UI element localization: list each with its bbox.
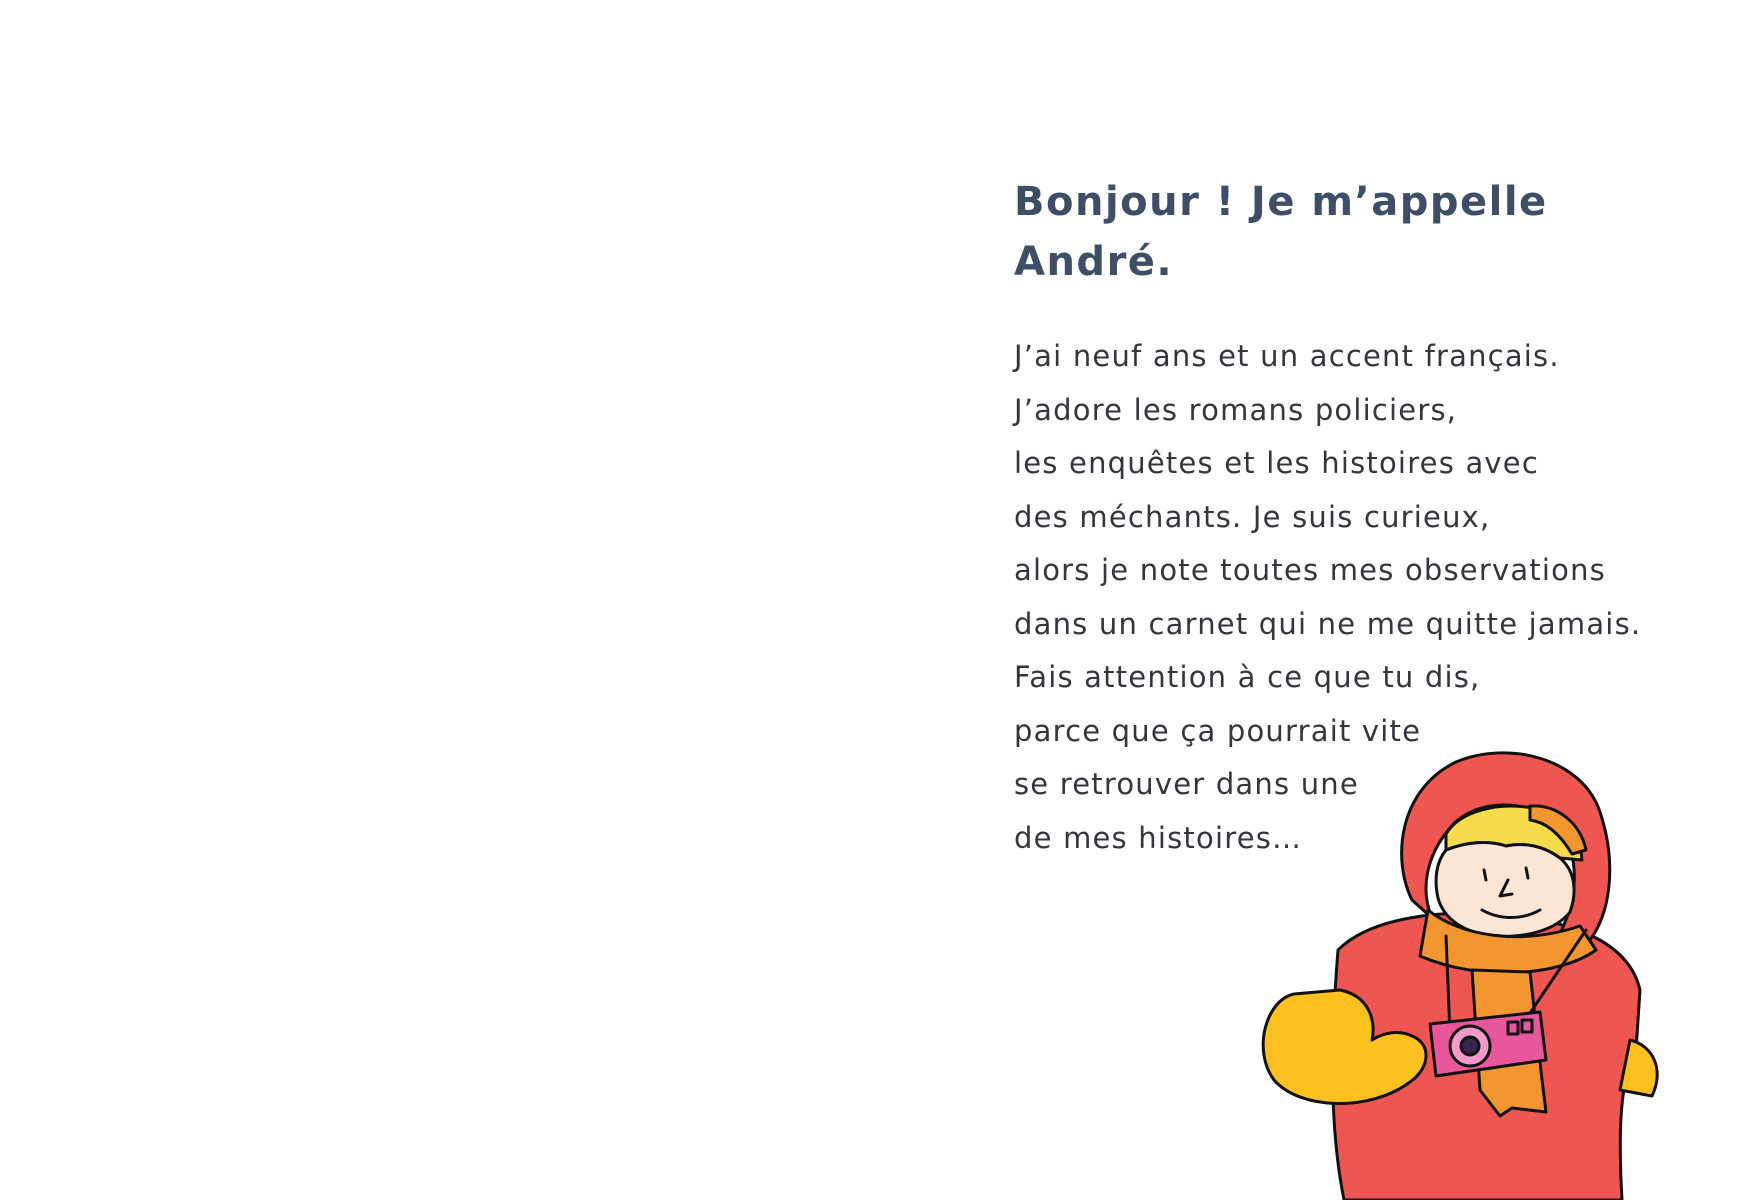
paragraph-line: de mes histoires… <box>1014 820 1303 855</box>
paragraph-line: des méchants. Je suis curieux, <box>1014 499 1491 534</box>
paragraph-line: se retrouver dans une <box>1014 767 1359 801</box>
face <box>1436 843 1574 937</box>
eye-left <box>1484 870 1486 880</box>
eye-right <box>1526 868 1528 878</box>
paragraph-line: J’ai neuf ans et un accent français. <box>1014 339 1560 373</box>
andre-illustration <box>1260 750 1700 1200</box>
paragraph-line: les enquêtes et les histoires avec <box>1014 446 1539 480</box>
paragraph-line: dans un carnet qui ne me quitte jamais. <box>1014 606 1642 641</box>
paragraph-line: parce que ça pourrait vite <box>1014 713 1422 748</box>
paragraph-line: J’adore les romans policiers, <box>1014 392 1458 427</box>
page-title: Bonjour ! Je m’appelle André. <box>1014 179 1548 285</box>
paragraph-line: Fais attention à ce que tu dis, <box>1014 660 1481 694</box>
paragraph-line: alors je note toutes mes observations <box>1014 553 1606 587</box>
